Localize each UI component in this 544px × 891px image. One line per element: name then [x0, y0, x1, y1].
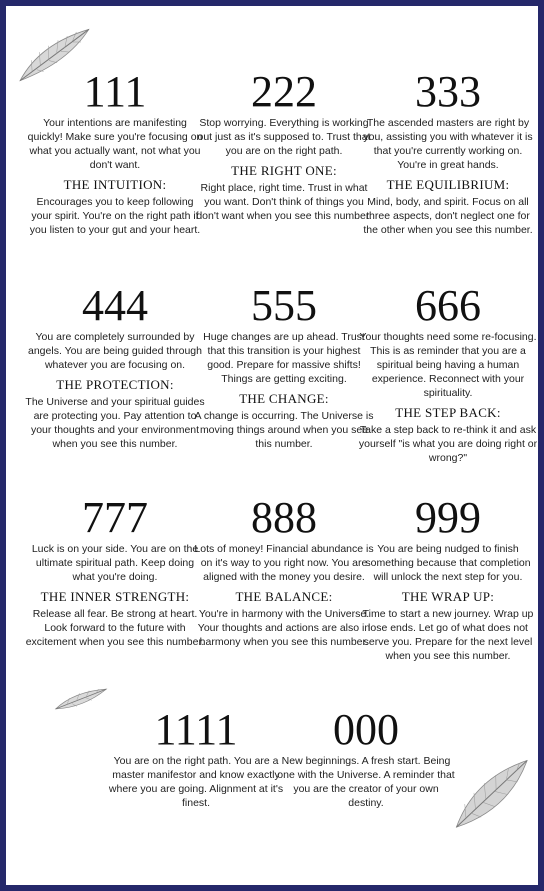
- angel-number-card-000: [276, 705, 456, 810]
- angel-number-card-111: [25, 67, 205, 237]
- meaning-heading: THE INTUITION:: [63, 177, 167, 192]
- angel-number: 888: [251, 493, 317, 542]
- number-description: Huge changes are up ahead. Trust that this transition is your highest good. Prepare for massive shifts! Things are getting exciting.: [203, 331, 365, 385]
- feather-icon: [444, 758, 539, 838]
- number-description: Stop worrying. Everything is working out just as it's supposed to. Trust that you are on the right path.: [197, 117, 371, 157]
- number-description: Your intentions are manifesting quickly! Make sure you're focusing on what you actually want, not what you don't want.: [27, 117, 203, 171]
- angel-number-card-555: [194, 281, 374, 451]
- meaning-heading: THE WRAP UP:: [401, 589, 495, 604]
- angel-number-card-666: [358, 281, 538, 465]
- number-description: Your thoughts need some re-focusing. This is as reminder that you are a spiritual being having a human experience. Reconnect with your spirituality.: [359, 331, 537, 399]
- meaning-detail: Take a step back to re-think it and ask yourself "is what you are doing right or wrong?": [358, 424, 538, 464]
- angel-number: 111: [83, 67, 147, 116]
- number-description: You are being nudged to finish something because that completion will unlock the next step for you.: [365, 543, 531, 583]
- meaning-heading: THE INNER STRENGTH:: [40, 589, 190, 604]
- angel-number-card-777: [25, 493, 205, 649]
- meaning-heading: THE STEP BACK:: [395, 405, 501, 420]
- meaning-heading: THE PROTECTION:: [56, 377, 174, 392]
- angel-number-card-444: [25, 281, 205, 451]
- meaning-detail: Encourages you to keep following your spirit. You're on the right path if you listen to your gut and your heart.: [29, 196, 201, 236]
- angel-number: 1111: [154, 705, 238, 754]
- meaning-detail: A change is occurring. The Universe is moving things around when you see this number.: [194, 410, 374, 450]
- angel-number-card-222: [194, 67, 374, 223]
- number-description: You are completely surrounded by angels. You are being guided through whatever you are focusing on.: [28, 331, 202, 371]
- meaning-heading: THE BALANCE:: [235, 589, 333, 604]
- meaning-heading: THE CHANGE:: [239, 391, 329, 406]
- angel-number-card-333: [358, 67, 538, 237]
- angel-number-card-888: [194, 493, 374, 649]
- meaning-detail: The Universe and your spiritual guides are protecting you. Pay attention to your thoughts and your environment when you see this number.: [25, 396, 205, 450]
- meaning-heading: THE RIGHT ONE:: [231, 163, 337, 178]
- number-description: The ascended masters are right by you, assisting you with whatever it is that you're currently working on. You're in great hands.: [363, 117, 533, 171]
- feather-icon: [51, 686, 111, 712]
- angel-number: 444: [82, 281, 148, 330]
- meaning-detail: Release all fear. Be strong at heart. Look forward to the future with excitement when you see this number.: [25, 608, 205, 648]
- angel-number: 000: [333, 705, 399, 754]
- number-description: Lots of money! Financial abundance is on it's way to you right now. You are aligned with the money you desire.: [194, 543, 374, 583]
- angel-number: 555: [251, 281, 317, 330]
- angel-number-card-1111: [106, 705, 286, 810]
- meaning-heading: THE EQUILIBRIUM:: [386, 177, 510, 192]
- angel-number: 666: [415, 281, 481, 330]
- angel-number: 999: [415, 493, 481, 542]
- angel-number: 333: [415, 67, 481, 116]
- meaning-detail: Mind, body, and spirit. Focus on all three aspects, don't neglect one for the other when you see this number.: [363, 196, 533, 236]
- meaning-detail: You're in harmony with the Universe. Your thoughts and actions are also in harmony when you see this number.: [197, 608, 371, 648]
- number-description: Luck is on your side. You are on the ultimate spiritual path. Keep doing what you're doing.: [31, 543, 199, 583]
- meaning-detail: Right place, right time. Trust in what you want. Don't think of things you don't want when you see this number.: [196, 182, 372, 222]
- angel-number: 222: [251, 67, 317, 116]
- number-description: You are on the right path. You are a master manifestor and know exactly where you are going. Alignment at it's finest.: [108, 755, 284, 809]
- angel-number: 777: [82, 493, 148, 542]
- number-description: New beginnings. A fresh start. Being one with the Universe. A reminder that you are the creator of your own destiny.: [277, 755, 455, 809]
- meaning-detail: Time to start a new journey. Wrap up lose ends. Let go of what does not serve you. Prepare for the next level when you see this number.: [362, 608, 534, 662]
- angel-number-card-999: [358, 493, 538, 663]
